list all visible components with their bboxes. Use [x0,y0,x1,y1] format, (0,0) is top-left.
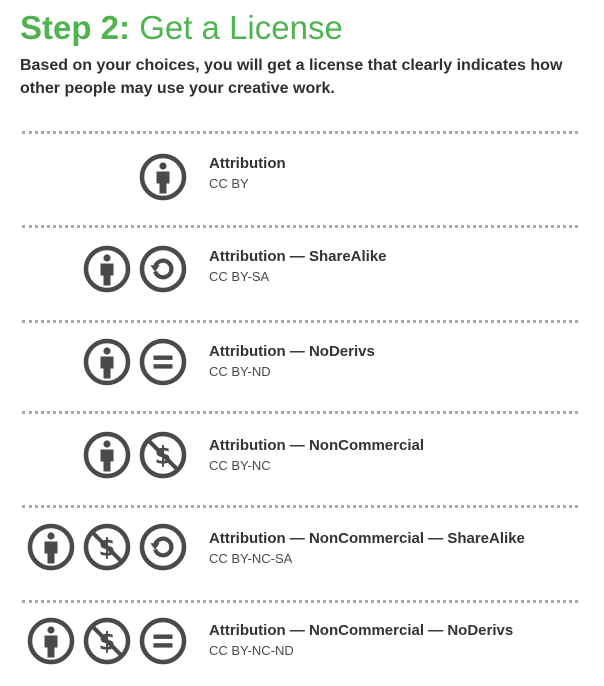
license-name: Attribution — NonCommercial — NoDerivs [209,622,514,639]
row-divider [22,411,578,414]
attribution-icon [138,152,188,202]
share-alike-icon [138,522,188,572]
row-divider [22,131,578,134]
license-code: CC BY-NC-ND [209,643,294,658]
license-name: Attribution — NoDerivs [209,343,375,360]
attribution-icon [82,430,132,480]
non-commercial-icon [82,616,132,666]
license-row [0,337,604,407]
license-name: Attribution — NonCommercial — ShareAlike [209,530,525,547]
license-code: CC BY-ND [209,364,271,379]
non-commercial-icon [82,522,132,572]
license-code: CC BY-SA [209,269,270,284]
license-name: Attribution — NonCommercial [209,437,425,454]
step-label: Step 2: [20,9,131,46]
license-row [0,430,604,500]
title-text: Get a License [139,9,343,46]
license-row [0,152,604,222]
no-derivatives-icon [138,616,188,666]
row-divider [22,505,578,508]
share-alike-icon [138,244,188,294]
row-divider [22,320,578,323]
row-divider [22,225,578,228]
license-row [0,616,604,686]
license-row [0,244,604,314]
attribution-icon [26,616,76,666]
row-divider [22,600,578,603]
attribution-icon [82,337,132,387]
no-derivatives-icon [138,337,188,387]
attribution-icon [26,522,76,572]
page-title [20,8,343,48]
license-name: Attribution — ShareAlike [209,248,387,265]
license-name: Attribution [209,155,286,172]
non-commercial-icon [138,430,188,480]
license-code: CC BY-NC [209,458,271,473]
license-code: CC BY-NC-SA [209,551,293,566]
license-row [0,522,604,592]
license-code: CC BY [209,176,249,191]
intro-text: Based on your choices, you will get a license that clearly indicates how other people may use your creative work. [20,57,563,97]
attribution-icon [82,244,132,294]
